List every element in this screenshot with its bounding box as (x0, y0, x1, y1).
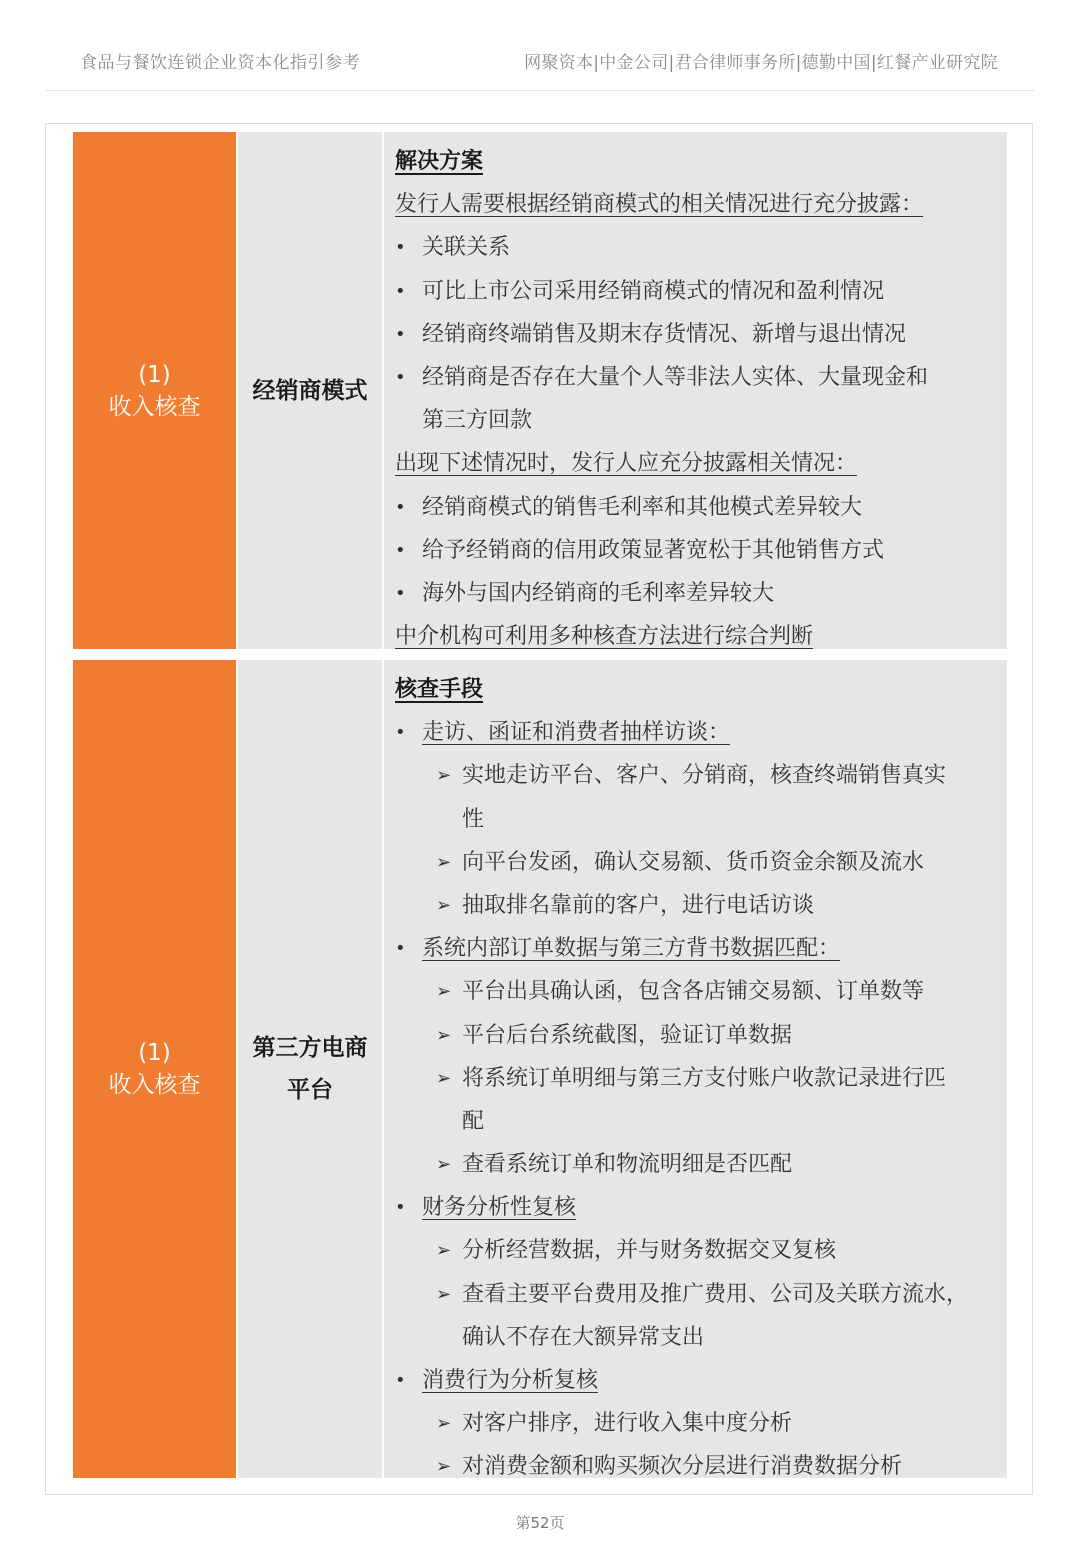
list-item (395, 927, 1007, 970)
list-item (395, 711, 1007, 754)
sub-list-item (395, 754, 1007, 797)
intro-text: 发行人需要根据经销商模式的相关情况进行充分披露： (395, 192, 924, 218)
list-item (395, 313, 1007, 356)
sub-list-item-text: 查看主要平台费用及推广费用、公司及关联方流水， (462, 1281, 969, 1307)
list-item-text: 可比上市公司采用经销商模式的情况和盈利情况 (422, 278, 885, 304)
sub-list-item-text: 平台出具确认函，包含各店铺交易额、订单数等 (462, 979, 925, 1005)
bullet-icon: • (395, 1197, 406, 1219)
sub-list-item (395, 970, 1007, 1013)
sub-list-item (395, 1057, 1007, 1100)
table-row-distributor-model (73, 132, 1007, 649)
sub-list-item (395, 1273, 1007, 1316)
detail-cell (384, 132, 1007, 649)
bullet-icon: • (395, 366, 406, 388)
list-item-text: 经销商终端销售及期末存货情况、新增与退出情况 (422, 321, 907, 347)
bullet-icon: • (395, 722, 406, 744)
intro-line (395, 442, 1007, 485)
arrow-bullet-icon: ➢ (436, 1024, 452, 1046)
intro-text: 出现下述情况时，发行人应充分披露相关情况： (395, 451, 858, 477)
bullet-icon: • (395, 938, 406, 960)
sub-list-item (395, 1229, 1007, 1272)
bullet-icon: • (395, 280, 406, 302)
topic-label-line: 第三方电商 (252, 1035, 368, 1061)
detail-content (395, 140, 1007, 658)
sub-list-item (395, 1143, 1007, 1186)
list-item (395, 1359, 1007, 1402)
list-item (395, 1186, 1007, 1229)
header-divider (46, 90, 1034, 91)
list-item (395, 270, 1007, 313)
sub-list-item (395, 1014, 1007, 1057)
sub-list-item-text: 向平台发函，确认交易额、货币资金余额及流水 (462, 849, 925, 875)
arrow-bullet-icon: ➢ (436, 1154, 452, 1176)
list-item (395, 226, 1007, 269)
category-label: 收入核查 (108, 393, 201, 420)
header-document-title: 食品与餐饮连锁企业资本化指引参考 (80, 53, 360, 73)
arrow-bullet-icon: ➢ (436, 1240, 452, 1262)
list-item (395, 529, 1007, 572)
category-number: (1) (138, 1040, 171, 1066)
sub-list-item (395, 841, 1007, 884)
arrow-bullet-icon: ➢ (436, 1067, 452, 1089)
sub-list-item (395, 1402, 1007, 1445)
bullet-icon: • (395, 323, 406, 345)
list-item-text: 海外与国内经销商的毛利率差异较大 (422, 580, 775, 606)
sub-list-item (395, 1445, 1007, 1488)
sub-list-item-text: 查看系统订单和物流明细是否匹配 (462, 1152, 793, 1178)
list-item-text: 经销商是否存在大量个人等非法人实体、大量现金和 (422, 364, 929, 390)
page-number: 第52页 (515, 1514, 565, 1532)
conclusion-text: 中介机构可利用多种核查方法进行综合判断 (395, 624, 814, 650)
sub-list-item-text: 对客户排序，进行收入集中度分析 (462, 1411, 793, 1437)
list-item-text: 消费行为分析复核 (422, 1368, 599, 1393)
arrow-bullet-icon: ➢ (436, 981, 452, 1003)
topic-label-line: 平台 (287, 1077, 333, 1103)
table-row-ecommerce-platform (73, 660, 1007, 1478)
topic-label: 经销商模式 (252, 377, 368, 404)
sub-list-item-text: 实地走访平台、客户、分销商，核查终端销售真实 (462, 763, 947, 789)
list-item (395, 572, 1007, 615)
list-item-continuation: 第三方回款 (422, 408, 533, 434)
arrow-bullet-icon: ➢ (436, 1413, 452, 1435)
bullet-icon: • (395, 496, 406, 518)
topic-cell (238, 132, 382, 649)
list-item (395, 486, 1007, 529)
sub-list-item-continuation: 性 (462, 806, 485, 832)
list-item-text: 走访、函证和消费者抽样访谈： (422, 720, 731, 746)
list-item-text: 给予经销商的信用政策显著宽松于其他销售方式 (422, 537, 885, 563)
category-label: 收入核查 (108, 1072, 201, 1098)
category-cell (73, 132, 236, 649)
topic-label (253, 1027, 368, 1111)
sub-list-item-text: 抽取排名靠前的客户，进行电话访谈 (462, 892, 815, 918)
sub-list-item-continuation: 确认不存在大额异常支出 (462, 1324, 705, 1350)
section-heading: 解决方案 (395, 149, 484, 174)
arrow-bullet-icon: ➢ (436, 1456, 452, 1478)
conclusion-line (395, 615, 1007, 658)
sub-list-item (395, 884, 1007, 927)
detail-content (395, 668, 1007, 1489)
topic-cell (238, 660, 382, 1478)
bullet-icon: • (395, 237, 406, 259)
sub-list-item-text: 对消费金额和购买频次分层进行消费数据分析 (462, 1454, 903, 1480)
bullet-icon: • (395, 539, 406, 561)
arrow-bullet-icon: ➢ (436, 894, 452, 916)
bullet-icon: • (395, 582, 406, 604)
list-item-text: 关联关系 (422, 235, 511, 261)
list-item-text: 财务分析性复核 (422, 1195, 577, 1221)
list-item-text: 经销商模式的销售毛利率和其他模式差异较大 (422, 494, 863, 520)
sub-list-item-text: 分析经营数据，并与财务数据交叉复核 (462, 1238, 837, 1264)
list-item (395, 356, 1007, 399)
page-header (0, 0, 1080, 92)
arrow-bullet-icon: ➢ (436, 765, 452, 787)
sub-list-item-text: 平台后台系统截图，验证订单数据 (462, 1022, 793, 1048)
arrow-bullet-icon: ➢ (436, 851, 452, 873)
arrow-bullet-icon: ➢ (436, 1283, 452, 1305)
category-cell (73, 660, 236, 1478)
detail-cell (384, 660, 1007, 1478)
bullet-icon: • (395, 1370, 406, 1391)
sub-list-item-continuation: 配 (462, 1108, 485, 1134)
list-item-text: 系统内部订单数据与第三方背书数据匹配： (422, 936, 841, 962)
category-number: (1) (138, 361, 171, 388)
section-heading: 核查手段 (395, 677, 484, 702)
intro-line (395, 183, 1007, 226)
header-publishers: 网聚资本|中金公司|君合律师事务所|德勤中国|红餐产业研究院 (524, 53, 998, 73)
sub-list-item-text: 将系统订单明细与第三方支付账户收款记录进行匹 (462, 1065, 947, 1091)
